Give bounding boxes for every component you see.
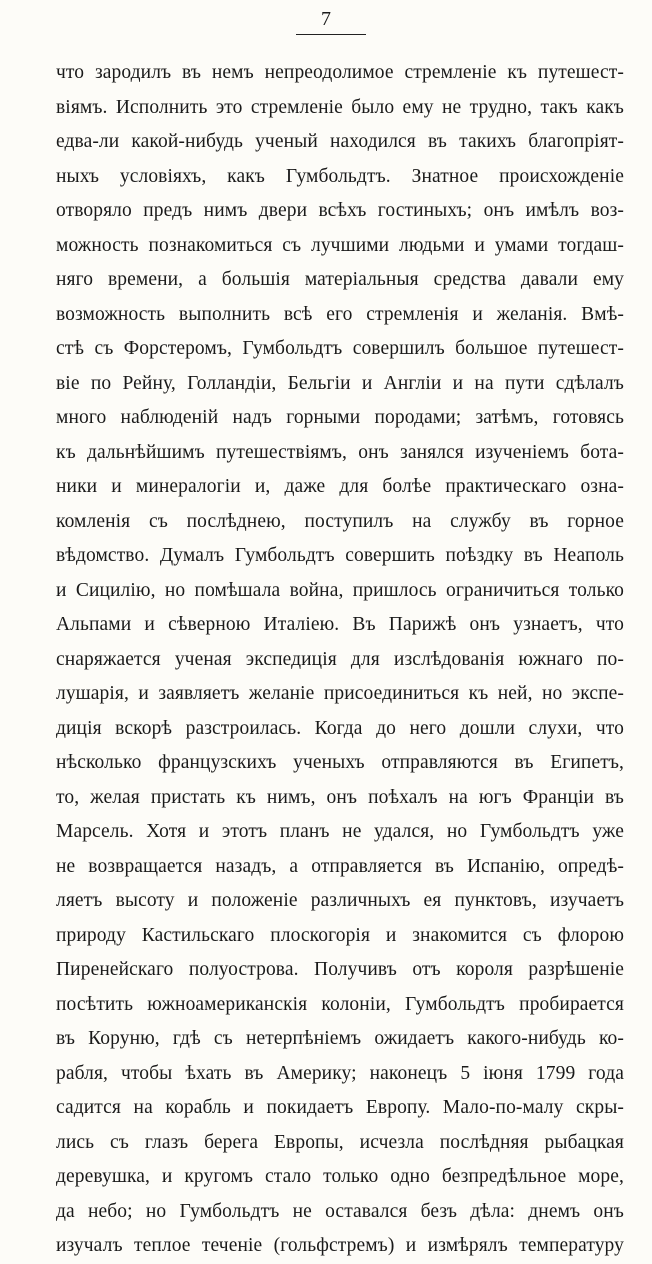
- text-line: то, желая пристать къ нимъ, онъ поѣхалъ на югъ Франціи въ: [56, 786, 624, 808]
- text-line: и Сицилію, но помѣшала война, пришлось ограничиться только: [56, 579, 624, 601]
- text-line: природу Кастильскаго плоскогорія и знакомится съ флорою: [56, 924, 624, 946]
- text-line: віямъ. Исполнить это стремленіе было ему не трудно, такъ какъ: [56, 96, 624, 118]
- text-line: Пиренейскаго полуострова. Получивъ отъ короля разрѣшеніе: [56, 959, 624, 980]
- text-line: можность познакомиться съ лучшими людьми и умами тогдаш-: [56, 234, 624, 256]
- text-line: комленія съ послѣднею, поступилъ на службу въ горное: [56, 510, 624, 532]
- page-number-rule: [296, 34, 366, 35]
- text-line: нѣсколько французскихъ ученыхъ отправляются въ Египетъ,: [56, 752, 624, 773]
- text-line: ники и минералогіи и, даже для болѣе практическаго озна-: [56, 476, 624, 497]
- text-line: отворяло предъ нимъ двери всѣхъ гостиныхъ; онъ имѣлъ воз-: [56, 200, 624, 221]
- text-line: что зародилъ въ немъ непреодолимое стремленіе къ путешест-: [56, 62, 624, 83]
- text-line: деревушка, и кругомъ стало только одно безпредѣльное море,: [56, 1166, 624, 1187]
- text-line: рабля, чтобы ѣхать въ Америку; наконецъ 5 іюня 1799 года: [56, 1062, 624, 1084]
- text-line: возможность выполнить всѣ его стремленія и желанія. Вмѣ-: [56, 303, 624, 325]
- text-line: диція вскорѣ разстроилась. Когда до него дошли слухи, что: [56, 717, 624, 739]
- text-line: лись съ глазъ берега Европы, исчезла послѣдняя рыбацкая: [56, 1131, 624, 1153]
- page-number: 7: [321, 8, 331, 30]
- text-line: вѣдомство. Думалъ Гумбольдтъ совершить поѣздку въ Неаполь: [56, 545, 624, 566]
- text-body: [56, 56, 624, 1264]
- text-line: лушарія, и заявляетъ желаніе присоединиться къ ней, но экспе-: [56, 683, 624, 704]
- text-line: садится на корабль и покидаетъ Европу. Мало-по-малу скры-: [56, 1097, 624, 1118]
- text-line: не возвращается назадъ, а отправляется въ Испанію, опредѣ-: [56, 855, 624, 877]
- text-line: няго времени, а большія матеріальныя средства давали ему: [56, 269, 624, 290]
- text-line: ляетъ высоту и положеніе различныхъ ея пунктовъ, изучаетъ: [56, 890, 624, 911]
- text-line: Альпами и сѣверною Италіею. Въ Парижѣ онъ узнаетъ, что: [56, 614, 624, 635]
- text-line: стѣ съ Форстеромъ, Гумбольдтъ совершилъ большое путешест-: [56, 338, 624, 359]
- text-line: много наблюденій надъ горными породами; затѣмъ, готовясь: [56, 407, 624, 428]
- text-line: едва-ли какой-нибудь ученый находился въ такихъ благопріят-: [56, 131, 624, 152]
- text-line: въ Коруню, гдѣ съ нетерпѣніемъ ожидаетъ какого-нибудь ко-: [56, 1028, 624, 1049]
- text-line: віе по Рейну, Голландіи, Бельгіи и Англіи и на пути сдѣлалъ: [56, 372, 624, 394]
- text-line: къ дальнѣйшимъ путешествіямъ, онъ занялся изученіемъ бота-: [56, 441, 624, 463]
- text-line: снаряжается ученая экспедиція для изслѣдованія южнаго по-: [56, 648, 624, 670]
- text-line: ныхъ условіяхъ, какъ Гумбольдтъ. Знатное происхожденіе: [56, 165, 624, 187]
- text-line: посѣтить южноамериканскія колоніи, Гумбольдтъ пробирается: [56, 993, 624, 1015]
- text-line: изучалъ теплое теченіе (гольфстремъ) и измѣрялъ температуру: [56, 1235, 624, 1256]
- text-line: да небо; но Гумбольдтъ не оставался безъ дѣла: днемъ онъ: [56, 1200, 624, 1222]
- text-line: Марсель. Хотя и этотъ планъ не удался, но Гумбольдтъ уже: [56, 821, 624, 842]
